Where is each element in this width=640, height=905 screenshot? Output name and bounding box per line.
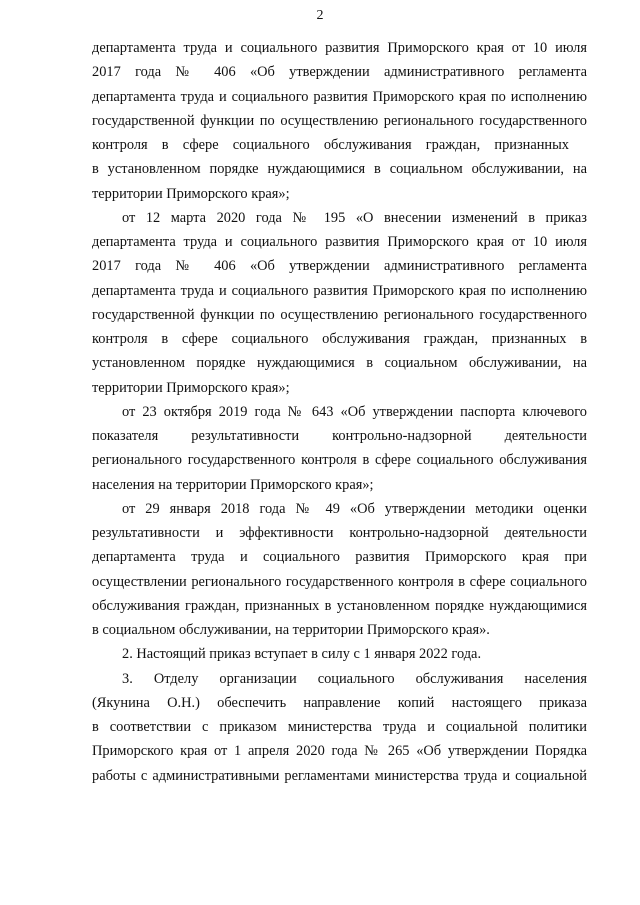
text-line: Приморского края от 1 апреля 2020 года № 265 «Об утверждении Порядка	[92, 743, 587, 760]
text-line: департамента труда и социального развития Приморского края от 10 июля	[92, 234, 587, 250]
text-line: осуществлении регионального государственного контроля в сфере социального	[92, 573, 587, 590]
document-body	[92, 36, 587, 788]
text-line: в установленном порядке нуждающимися в социальном обслуживании, на	[92, 161, 587, 178]
text-line: 2017 года № 406 «Об утверждении административного регламента	[92, 258, 587, 275]
text-line: населения на территории Приморского края»;	[92, 476, 374, 493]
text-line: департамента труда и социального развития Приморского края при	[92, 549, 587, 566]
text-line: территории Приморского края»;	[92, 185, 290, 202]
text-line: от 29 января 2018 года № 49 «Об утверждении методики оценки	[122, 500, 587, 517]
text-line: контроля в сфере социального обслуживания граждан, признанных в	[92, 331, 587, 347]
text-line: государственной функции по осуществлению регионального государственного	[92, 112, 587, 129]
text-line: департамента труда и социального развития Приморского края по исполнению	[92, 88, 587, 105]
text-line: департамента труда и социального развития Приморского края по исполнению	[92, 282, 587, 299]
text-line: 2017 года № 406 «Об утверждении административного регламента	[92, 64, 587, 81]
text-line: работы с административными регламентами министерства труда и социальной	[92, 767, 587, 784]
text-line: показателя результативности контрольно-надзорной деятельности	[92, 428, 587, 444]
text-line: регионального государственного контроля в сфере социального обслуживания	[92, 452, 587, 469]
text-line: департамента труда и социального развития Приморского края от 10 июля	[92, 40, 587, 56]
page-number: 2	[316, 8, 324, 23]
text-line: 3. Отделу организации социального обслуживания населения	[122, 670, 587, 687]
text-line: (Якунина О.Н.) обеспечить направление копий настоящего приказа	[92, 694, 587, 711]
text-line: обслуживания граждан, признанных в установленном порядке нуждающимися	[92, 597, 587, 614]
text-line: государственной функции по осуществлению регионального государственного	[92, 306, 587, 323]
text-line: от 12 марта 2020 года № 195 «О внесении изменений в приказ	[122, 209, 587, 226]
text-line: результативности и эффективности контрольно-надзорной деятельности	[92, 525, 587, 541]
text-line: контроля в сфере социального обслуживания граждан, признанных	[92, 137, 569, 153]
text-line: установленном порядке нуждающимися в социальном обслуживании, на	[92, 355, 587, 372]
text-line: от 23 октября 2019 года № 643 «Об утверждении паспорта ключевого	[122, 403, 587, 420]
text-line: территории Приморского края»;	[92, 379, 290, 396]
text-line: в соответствии с приказом министерства труда и социальной политики	[92, 719, 587, 735]
text-line: 2. Настоящий приказ вступает в силу с 1 января 2022 года.	[122, 646, 482, 663]
text-line: в социальном обслуживании, на территории Приморского края».	[92, 622, 490, 638]
